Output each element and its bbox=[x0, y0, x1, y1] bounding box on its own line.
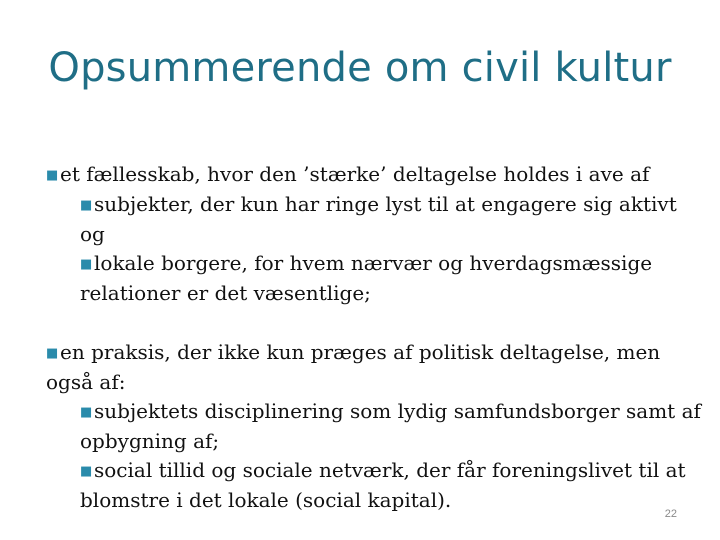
sub-bullet-text-continued: opbygning af; bbox=[80, 429, 220, 453]
bullet-item-2 bbox=[46, 338, 706, 368]
sub-bullet-text: subjekter, der kun har ringe lyst til at engagere sig aktivt og bbox=[80, 192, 677, 246]
bullet-marker-icon: ■ bbox=[46, 168, 59, 183]
page-number: 22 bbox=[664, 508, 677, 520]
sub-bullet-item-1-1 bbox=[80, 190, 706, 249]
sub-bullet-text: lokale borgere, for hvem nærvær og hverdagsmæssige bbox=[94, 251, 653, 275]
sub-bullet-text: social tillid og sociale netværk, der får foreningslivet til at bbox=[94, 458, 686, 482]
slide-title: Opsummerende om civil kultur bbox=[48, 45, 672, 91]
sub-bullet-text: subjektets disciplinering som lydig samfundsborger samt af bbox=[94, 399, 701, 423]
spacer bbox=[46, 308, 706, 338]
bullet-item-1 bbox=[46, 160, 706, 190]
sub-bullet-text-continued: relationer er det væsentlige; bbox=[80, 281, 371, 305]
bullet-item-2-continued bbox=[46, 368, 706, 397]
bullet-marker-icon: ■ bbox=[80, 257, 93, 272]
sub-bullet-item-2-1 bbox=[80, 397, 706, 456]
slide-body bbox=[46, 160, 706, 515]
bullet-marker-icon: ■ bbox=[80, 198, 93, 213]
bullet-marker-icon: ■ bbox=[80, 464, 93, 479]
bullet-text: en praksis, der ikke kun præges af politisk deltagelse, men bbox=[60, 340, 661, 364]
bullet-marker-icon: ■ bbox=[80, 405, 93, 420]
bullet-text-continued: også af: bbox=[46, 370, 126, 394]
bullet-marker-icon: ■ bbox=[46, 346, 59, 361]
sub-bullet-item-2-2 bbox=[80, 456, 706, 515]
sub-bullet-text-continued: blomstre i det lokale (social kapital). bbox=[80, 488, 452, 512]
sub-bullet-item-1-2 bbox=[80, 249, 706, 308]
bullet-text: et fællesskab, hvor den ’stærke’ deltagelse holdes i ave af bbox=[60, 162, 650, 186]
